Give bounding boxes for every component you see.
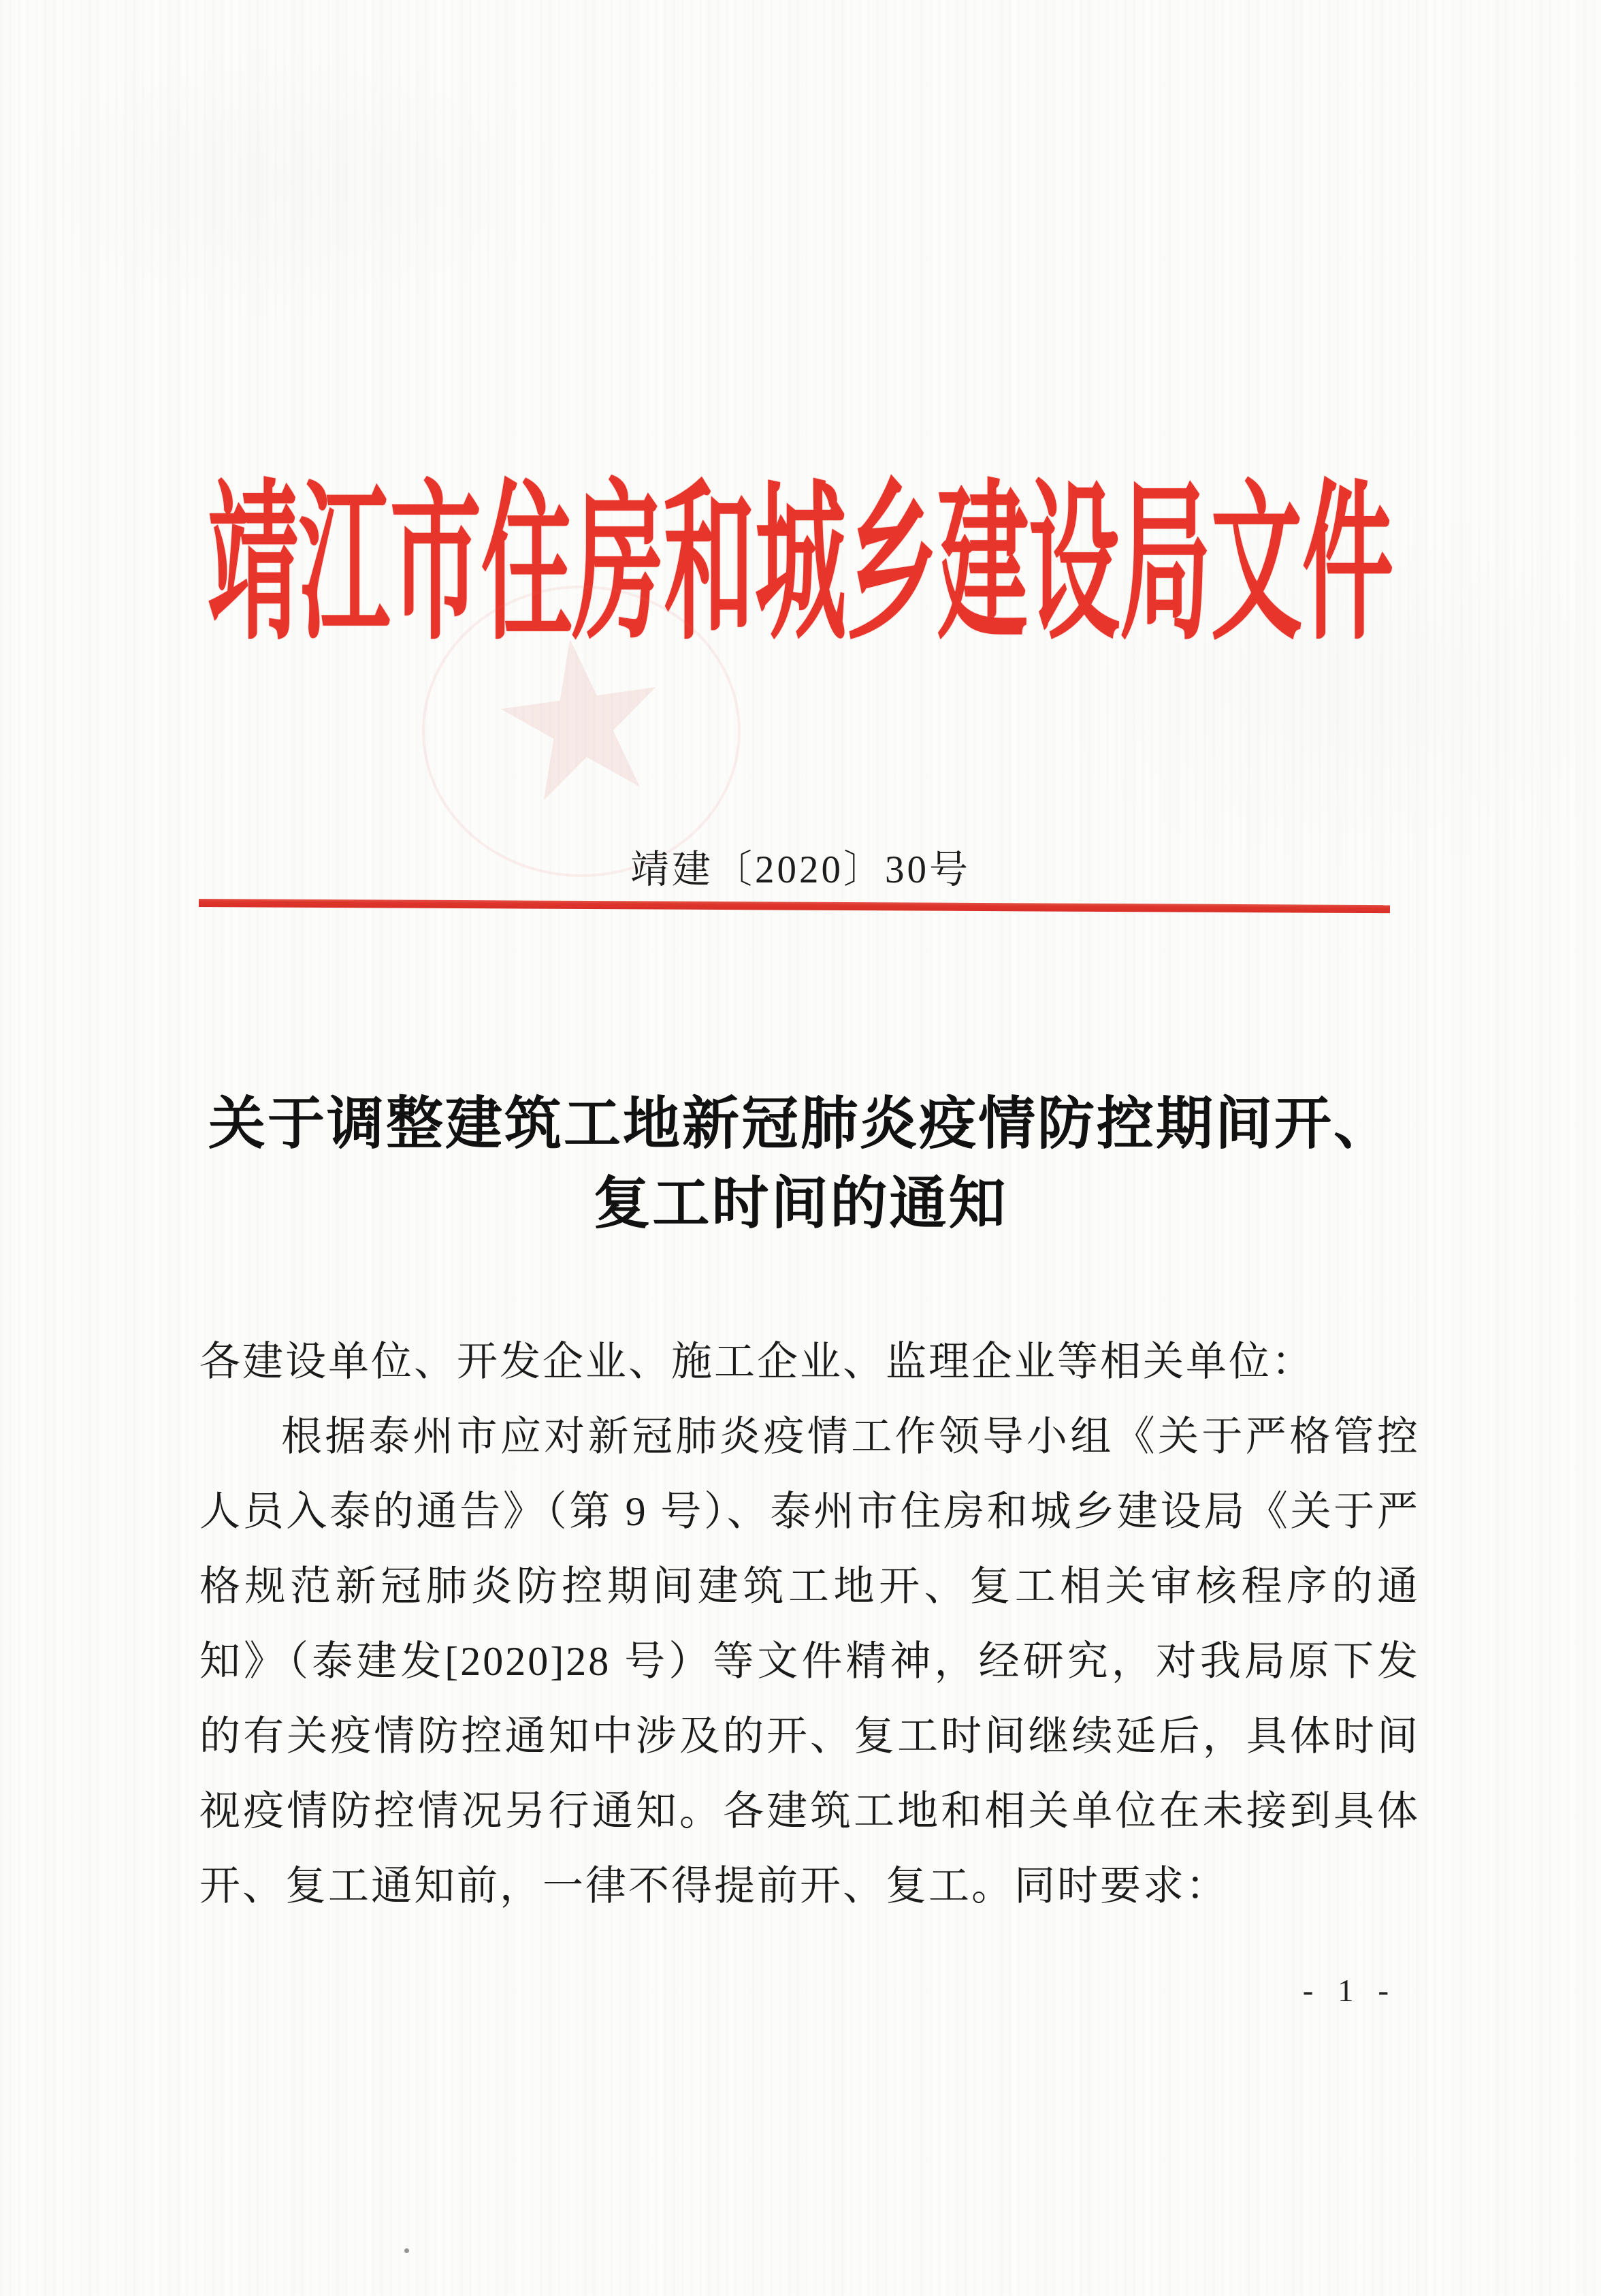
document-reference-number: 靖建〔2020〕30号 [630,848,971,891]
red-divider-line [199,899,1390,913]
document-title-line1: 关于调整建筑工地新冠肺炎疫情防控期间开、 [208,1093,1393,1156]
scan-artifact-speck [404,2248,409,2253]
document-body [199,1324,1420,1924]
document-title [0,1085,1601,1244]
salutation-line: 各建设单位、开发企业、施工企业、监理企业等相关单位： [199,1339,1314,1384]
agency-masthead-title: 靖江市住房和城乡建设局文件 [207,470,1393,660]
main-paragraph: 根据泰州市应对新冠肺炎疫情工作领导小组《关于严格管控人员入泰的通告》（第 9 号）、泰州市住房和城乡建设局《关于严格规范新冠肺炎防控期间建筑工地开、复工相关审核程序的通知》（泰建发[2020]28 号）等文件精神，经研究，对我局原下发的有关疫情防控通知中涉及的开、复工时间继续延后，具体时间视疫情防控情况另行通知。各建筑工地和相关单位在未接到具体开、复工通知前，一律不得提前开、复工。同时要求： [199,1414,1420,1909]
page-number: - 1 - [1302,1973,1397,2009]
seal-star-icon: ★ [473,583,690,856]
document-title-line2: 复工时间的通知 [593,1173,1008,1236]
